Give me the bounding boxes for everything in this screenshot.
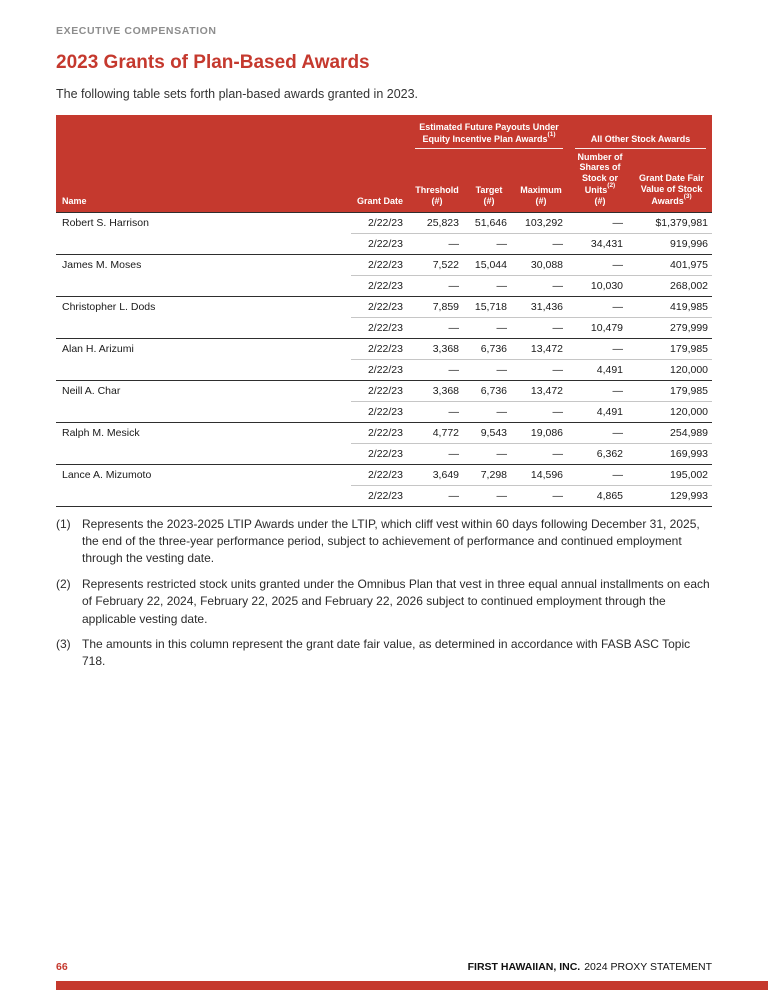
column-header-grant-date: Grant Date [351, 149, 409, 212]
value-cell: 6,736 [465, 380, 513, 401]
group-header-row [56, 115, 712, 149]
group-header-underline [575, 134, 706, 149]
value-cell: 2/22/23 [351, 275, 409, 296]
column-header-target [465, 149, 513, 212]
value-cell: — [465, 317, 513, 338]
table-header [56, 115, 712, 212]
value-cell: — [569, 296, 631, 317]
value-cell: 25,823 [409, 212, 465, 233]
value-cell: 3,368 [409, 380, 465, 401]
section-eyebrow: EXECUTIVE COMPENSATION [56, 25, 217, 37]
value-cell: 2/22/23 [351, 401, 409, 422]
awards-table [56, 115, 712, 507]
table-row [56, 422, 712, 443]
value-cell: 13,472 [513, 338, 569, 359]
value-cell: 3,368 [409, 338, 465, 359]
name-cell: Alan H. Arizumi [56, 338, 351, 359]
page-footer [56, 961, 712, 973]
footnote-ref-2: (2) [607, 181, 616, 189]
column-header-maximum [513, 149, 569, 212]
value-cell: — [465, 443, 513, 464]
value-cell: — [465, 485, 513, 506]
name-cell: Robert S. Harrison [56, 212, 351, 233]
column-header-threshold [409, 149, 465, 212]
name-cell: Lance A. Mizumoto [56, 464, 351, 485]
footnote [56, 516, 712, 568]
table-row [56, 275, 712, 296]
value-cell: 10,479 [569, 317, 631, 338]
name-cell [56, 485, 351, 506]
value-cell: 169,993 [631, 443, 712, 464]
value-cell: 51,646 [465, 212, 513, 233]
column-header-units [569, 149, 631, 212]
value-cell: 2/22/23 [351, 317, 409, 338]
column-header-label: Target [475, 184, 503, 195]
footnote-number: (1) [56, 516, 71, 531]
value-cell: — [513, 485, 569, 506]
table-row [56, 296, 712, 317]
footnote-text: Represents restricted stock units granted under the Omnibus Plan that vest in three equal annual installments on each of February 22, 2024, February 22, 2025 and February 22, 2026 subject to continued employment through the applicable vesting date. [82, 576, 710, 626]
value-cell: 2/22/23 [351, 338, 409, 359]
value-cell: — [513, 233, 569, 254]
value-cell: 4,772 [409, 422, 465, 443]
footnote-ref-1: (1) [547, 130, 556, 138]
value-cell: 9,543 [465, 422, 513, 443]
value-cell: — [465, 359, 513, 380]
column-header-label: Grant Date Fair Value of Stock Awards [639, 173, 705, 206]
column-header-name: Name [56, 149, 351, 212]
column-header-label: Maximum [520, 184, 562, 195]
value-cell: 2/22/23 [351, 443, 409, 464]
column-header-label: Number of Shares of Stock or Units [577, 151, 623, 195]
value-cell: — [513, 401, 569, 422]
column-header-unit: (#) [483, 195, 495, 206]
value-cell: 30,088 [513, 254, 569, 275]
value-cell: 401,975 [631, 254, 712, 275]
group-header-equity-plan [409, 115, 569, 149]
group-header-spacer [56, 115, 409, 149]
name-cell [56, 275, 351, 296]
value-cell: 179,985 [631, 338, 712, 359]
value-cell: 919,996 [631, 233, 712, 254]
footer-accent-bar [56, 981, 768, 990]
value-cell: 179,985 [631, 380, 712, 401]
table-row [56, 338, 712, 359]
value-cell: 2/22/23 [351, 380, 409, 401]
value-cell: — [569, 380, 631, 401]
value-cell: 2/22/23 [351, 359, 409, 380]
footer-right [468, 961, 712, 973]
name-cell [56, 233, 351, 254]
column-header-fair-value [631, 149, 712, 212]
value-cell: — [409, 359, 465, 380]
value-cell: — [409, 233, 465, 254]
table-row [56, 212, 712, 233]
value-cell: 3,649 [409, 464, 465, 485]
value-cell: — [409, 401, 465, 422]
value-cell: — [513, 359, 569, 380]
name-cell: Ralph M. Mesick [56, 422, 351, 443]
table-row [56, 317, 712, 338]
value-cell: 268,002 [631, 275, 712, 296]
value-cell: 7,298 [465, 464, 513, 485]
value-cell: 4,491 [569, 401, 631, 422]
name-cell [56, 443, 351, 464]
column-header-label: Threshold [415, 184, 459, 195]
group-header-label: Estimated Future Payouts Under Equity Incentive Plan Awards [419, 122, 559, 144]
value-cell: — [569, 464, 631, 485]
value-cell: 4,491 [569, 359, 631, 380]
value-cell: 7,522 [409, 254, 465, 275]
group-header-underline [415, 122, 563, 149]
value-cell: — [569, 254, 631, 275]
value-cell: 120,000 [631, 359, 712, 380]
value-cell: — [569, 422, 631, 443]
awards-table-body [56, 212, 712, 506]
column-header-unit: (#) [594, 195, 606, 206]
footer-document: 2024 PROXY STATEMENT [584, 961, 712, 973]
value-cell: 19,086 [513, 422, 569, 443]
value-cell: 103,292 [513, 212, 569, 233]
value-cell: 15,718 [465, 296, 513, 317]
value-cell: 31,436 [513, 296, 569, 317]
column-header-row [56, 149, 712, 212]
name-cell [56, 359, 351, 380]
value-cell: — [569, 212, 631, 233]
value-cell: — [513, 317, 569, 338]
table-row [56, 254, 712, 275]
footnote [56, 636, 712, 671]
value-cell: — [409, 443, 465, 464]
value-cell: 254,989 [631, 422, 712, 443]
value-cell: 2/22/23 [351, 212, 409, 233]
value-cell: 2/22/23 [351, 296, 409, 317]
value-cell: 2/22/23 [351, 422, 409, 443]
value-cell: 120,000 [631, 401, 712, 422]
value-cell: 279,999 [631, 317, 712, 338]
table-row [56, 485, 712, 506]
value-cell: 10,030 [569, 275, 631, 296]
group-header-label: All Other Stock Awards [590, 133, 691, 144]
value-cell: 6,362 [569, 443, 631, 464]
intro-text: The following table sets forth plan-based awards granted in 2023. [56, 87, 419, 101]
footnote-number: (3) [56, 636, 71, 651]
value-cell: 2/22/23 [351, 464, 409, 485]
table-row [56, 443, 712, 464]
value-cell: 14,596 [513, 464, 569, 485]
name-cell [56, 317, 351, 338]
value-cell: — [569, 338, 631, 359]
value-cell: 419,985 [631, 296, 712, 317]
value-cell: — [409, 317, 465, 338]
value-cell: 15,044 [465, 254, 513, 275]
footnotes [56, 516, 712, 671]
value-cell: 13,472 [513, 380, 569, 401]
value-cell: 2/22/23 [351, 485, 409, 506]
value-cell: — [409, 275, 465, 296]
value-cell: — [465, 233, 513, 254]
value-cell: — [513, 443, 569, 464]
value-cell: 6,736 [465, 338, 513, 359]
name-cell: Christopher L. Dods [56, 296, 351, 317]
footnote [56, 576, 712, 628]
value-cell: 34,431 [569, 233, 631, 254]
group-header-other-stock [569, 115, 712, 149]
value-cell: $1,379,981 [631, 212, 712, 233]
value-cell: 2/22/23 [351, 254, 409, 275]
column-header-unit: (#) [431, 195, 443, 206]
footnote-number: (2) [56, 576, 71, 591]
value-cell: 7,859 [409, 296, 465, 317]
name-cell: James M. Moses [56, 254, 351, 275]
value-cell: 4,865 [569, 485, 631, 506]
table-row [56, 380, 712, 401]
value-cell: 129,993 [631, 485, 712, 506]
table-row [56, 464, 712, 485]
footnote-ref-3: (3) [683, 192, 692, 200]
value-cell: — [513, 275, 569, 296]
name-cell: Neill A. Char [56, 380, 351, 401]
value-cell: 195,002 [631, 464, 712, 485]
value-cell: — [409, 485, 465, 506]
footer-company: FIRST HAWAIIAN, INC. [467, 961, 581, 973]
footnote-text: Represents the 2023-2025 LTIP Awards under the LTIP, which cliff vest within 60 days following December 31, 2025, the end of the three-year performance period, subject to achievement of performance and continued employment through the vesting date. [82, 516, 700, 566]
value-cell: — [465, 275, 513, 296]
table-row [56, 401, 712, 422]
column-header-unit: (#) [535, 195, 547, 206]
page-number: 66 [56, 961, 68, 973]
value-cell: 2/22/23 [351, 233, 409, 254]
table-row [56, 233, 712, 254]
page-title: 2023 Grants of Plan-Based Awards [56, 52, 370, 73]
table-row [56, 359, 712, 380]
footnote-text: The amounts in this column represent the grant date fair value, as determined in accordance with FASB ASC Topic 718. [82, 636, 691, 669]
value-cell: — [465, 401, 513, 422]
name-cell [56, 401, 351, 422]
